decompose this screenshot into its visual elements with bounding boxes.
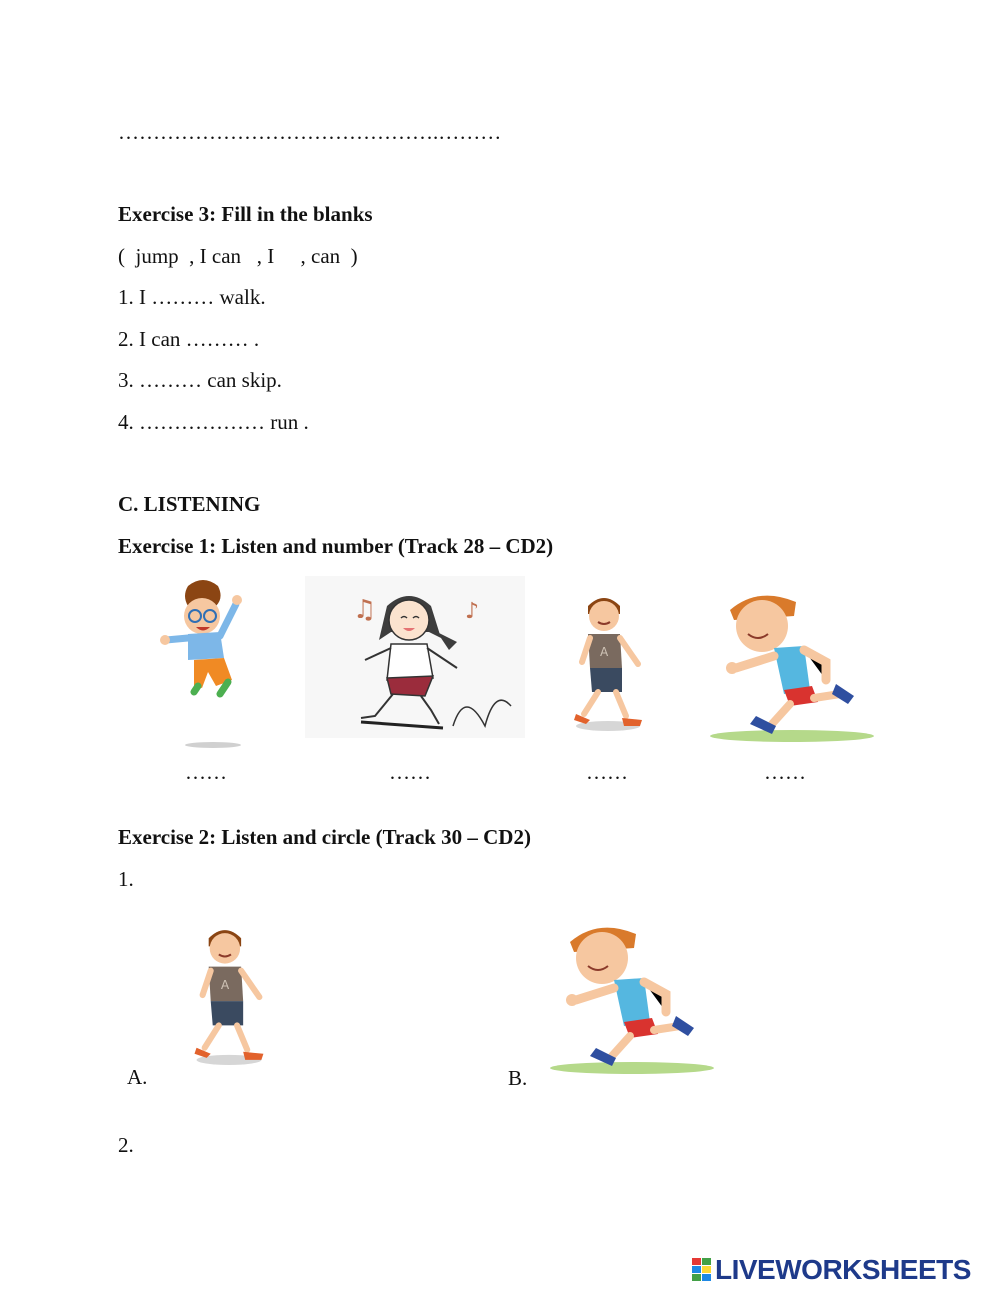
liveworksheets-logo-icon <box>692 1258 712 1282</box>
listening-exercise1-title: Exercise 1: Listen and number (Track 28 – CD2) <box>118 534 554 558</box>
running-boy-image <box>708 586 878 746</box>
liveworksheets-logo-text: LIVEWORKSHEETS <box>715 1254 971 1285</box>
question-1-number: 1. <box>118 867 134 891</box>
number-blank-4[interactable]: …… <box>764 760 806 784</box>
number-blank-2[interactable]: …… <box>389 760 431 784</box>
option-a-walking-boy-image[interactable] <box>190 920 274 1068</box>
number-blank-3[interactable]: …… <box>586 760 628 784</box>
exercise3-item-4: 4. ……………… run . <box>118 410 309 434</box>
liveworksheets-logo[interactable] <box>692 1254 971 1286</box>
walking-boy-image <box>570 588 652 734</box>
jumping-boy-image <box>158 576 252 752</box>
svg-text:♪: ♪ <box>465 599 480 624</box>
number-blank-1[interactable]: …… <box>185 760 227 784</box>
svg-text:A: A <box>220 977 230 992</box>
exercise3-title: Exercise 3: Fill in the blanks <box>118 202 373 226</box>
option-a-label[interactable]: A. <box>127 1065 148 1089</box>
exercise3-item-3: 3. ……… can skip. <box>118 368 282 392</box>
option-b-label[interactable]: B. <box>508 1066 528 1090</box>
question-2-number: 2. <box>118 1133 134 1157</box>
listening-exercise2-title: Exercise 2: Listen and circle (Track 30 – CD2) <box>118 825 531 849</box>
svg-text:♫: ♫ <box>353 595 377 625</box>
skipping-girl-image <box>305 576 525 738</box>
option-b-running-boy-image[interactable] <box>548 918 718 1078</box>
answer-dots-line: ……………………………………….……… <box>118 120 502 144</box>
exercise3-item-2: 2. I can ……… . <box>118 327 260 351</box>
exercise3-item-1: 1. I ……… walk. <box>118 285 266 309</box>
svg-text:A: A <box>600 645 609 659</box>
word-bank: ( jump , I can , I , can ) <box>118 244 358 268</box>
listening-heading: C. LISTENING <box>118 492 261 516</box>
